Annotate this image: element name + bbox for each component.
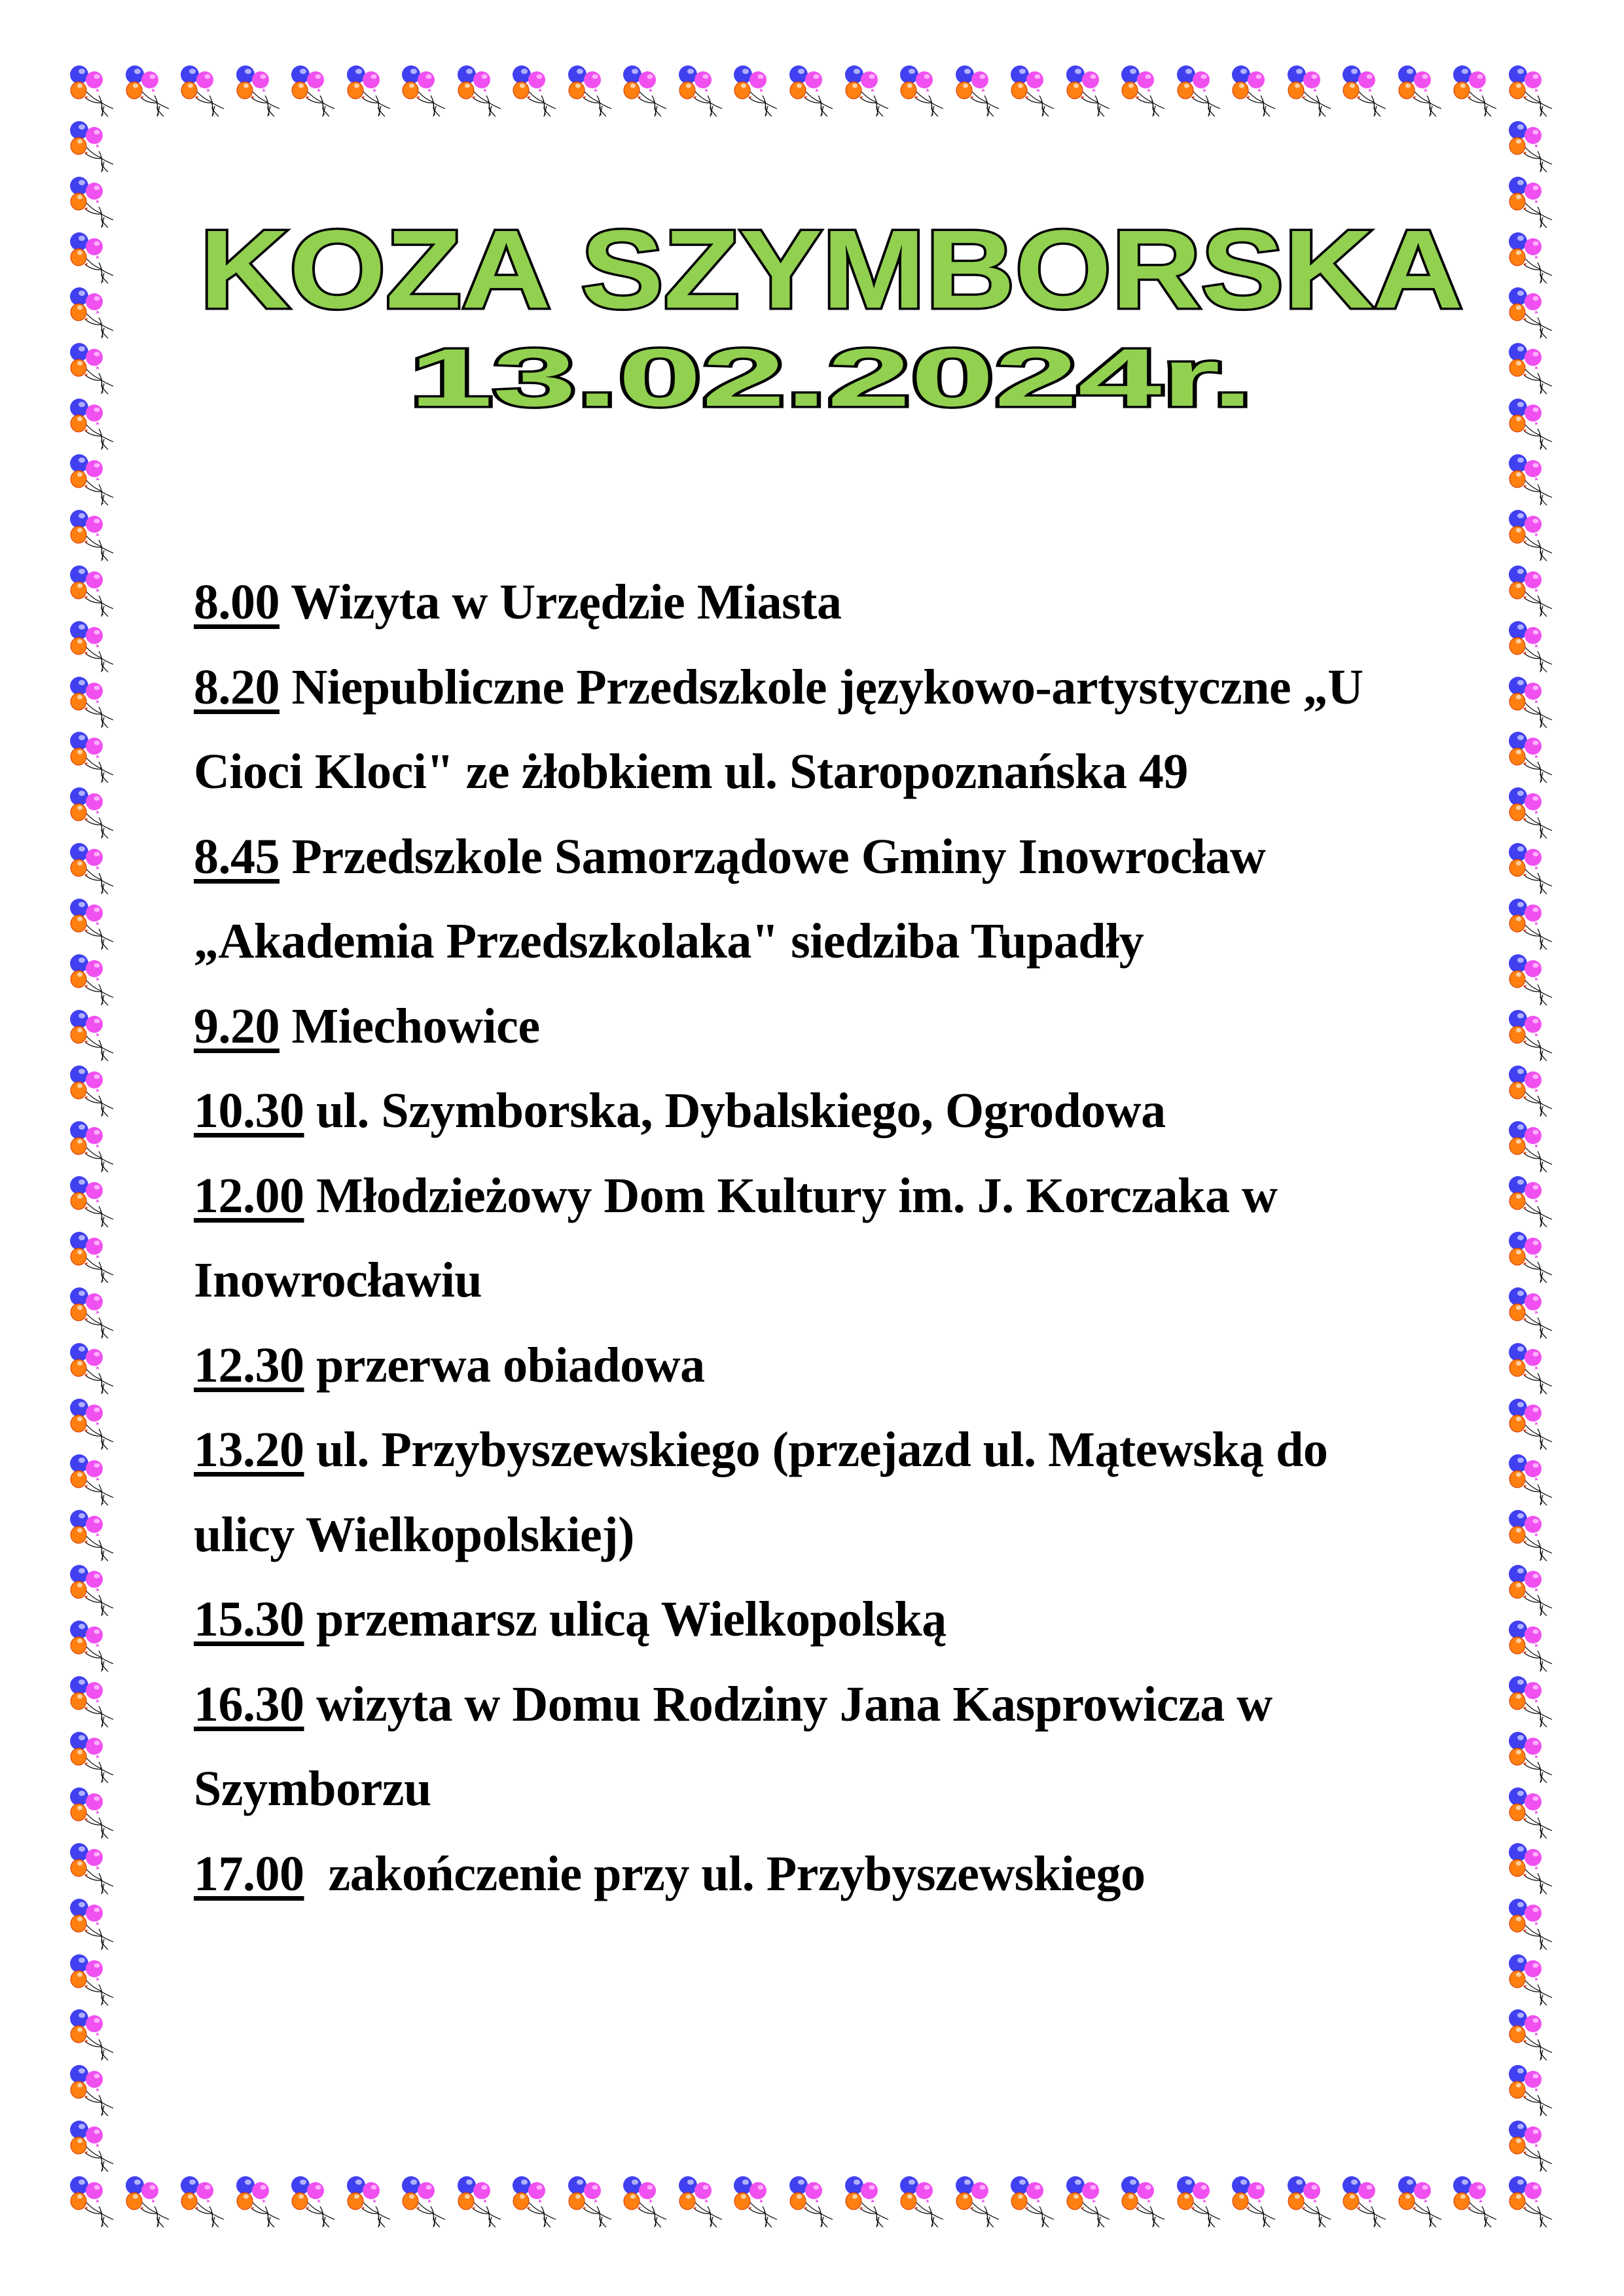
balloon-bunch-icon [953, 65, 1008, 120]
balloon-bunch-icon [1451, 65, 1506, 120]
balloon-bunch-icon [510, 2176, 565, 2231]
title-graphic [183, 196, 1479, 432]
balloon-bunch-icon [1506, 899, 1561, 954]
balloon-bunch-icon [67, 1287, 122, 1342]
schedule-description-continuation: Cioci Kloci" ze żłobkiem ul. Staropoznańska 49 [194, 744, 1188, 799]
schedule-description: ul. Szymborska, Dybalskiego, Ogrodowa [304, 1083, 1166, 1138]
balloon-bunch-icon [787, 65, 842, 120]
schedule-item [194, 1154, 1437, 1239]
schedule-time: 9.20 [194, 998, 280, 1054]
balloon-bunch-icon [67, 1121, 122, 1176]
balloon-bunch-icon [1506, 399, 1561, 454]
balloon-bunch-icon [67, 732, 122, 787]
title-line-1: KOZA SZYMBORSKA [200, 207, 1463, 332]
balloon-bunch-icon [1506, 2121, 1561, 2176]
balloon-bunch-icon [1506, 1176, 1561, 1231]
balloon-bunch-icon [455, 65, 510, 120]
balloon-bunch-icon [67, 2065, 122, 2120]
balloon-bunch-icon [1506, 510, 1561, 565]
balloon-bunch-icon [1506, 1787, 1561, 1842]
balloon-bunch-icon [1506, 621, 1561, 676]
balloon-bunch-icon [67, 677, 122, 732]
balloon-bunch-icon [1506, 565, 1561, 620]
balloon-bunch-icon [1506, 1899, 1561, 1954]
balloon-bunch-icon [67, 621, 122, 676]
balloon-bunch-icon [842, 2176, 897, 2231]
balloon-bunch-icon [67, 232, 122, 287]
schedule-item [194, 1662, 1437, 1748]
balloon-bunch-icon [289, 65, 344, 120]
balloon-bunch-icon [67, 1676, 122, 1731]
balloon-bunch-icon [1506, 1454, 1561, 1509]
schedule-item [194, 1069, 1437, 1154]
schedule-item [194, 560, 1437, 645]
balloon-bunch-icon [1506, 732, 1561, 787]
balloon-bunch-icon [1506, 1010, 1561, 1065]
balloon-bunch-icon [1506, 232, 1561, 287]
balloon-bunch-icon [1506, 454, 1561, 509]
schedule-time: 15.30 [194, 1592, 304, 1647]
balloon-bunch-icon [731, 65, 786, 120]
balloon-bunch-icon [67, 954, 122, 1009]
balloon-bunch-icon [67, 1621, 122, 1676]
balloon-bunch-icon [67, 1954, 122, 2009]
balloon-bunch-icon [67, 343, 122, 398]
balloon-bunch-icon [1506, 2065, 1561, 2120]
balloon-bunch-icon [1008, 2176, 1063, 2231]
balloon-bunch-icon [67, 1510, 122, 1565]
balloon-bunch-icon [1119, 2176, 1174, 2231]
schedule-item [194, 1323, 1437, 1408]
schedule-description: Wizyta w Urzędzie Miasta [280, 575, 842, 630]
schedule-time: 8.00 [194, 575, 280, 630]
balloon-bunch-icon [1451, 2176, 1506, 2231]
schedule-time: 12.30 [194, 1337, 304, 1393]
schedule-description: zakończenie przy ul. Przybyszewskiego [304, 1846, 1146, 1901]
balloon-bunch-icon [1506, 1732, 1561, 1787]
balloon-bunch-icon [123, 2176, 178, 2231]
schedule-item [194, 1577, 1437, 1662]
schedule-description-continuation: „Akademia Przedszkolaka" siedziba Tupadły [194, 914, 1144, 969]
balloon-bunch-icon [787, 2176, 842, 2231]
schedule-time: 10.30 [194, 1083, 304, 1138]
balloon-bunch-icon [67, 65, 122, 120]
balloon-bunch-icon [67, 1343, 122, 1398]
schedule-description: przemarsz ulicą Wielkopolską [304, 1592, 947, 1647]
balloon-bunch-icon [1340, 2176, 1395, 2231]
balloon-bunch-icon [897, 2176, 952, 2231]
balloon-bunch-icon [234, 2176, 289, 2231]
balloon-bunch-icon [1506, 1232, 1561, 1287]
schedule-description: Miechowice [280, 998, 540, 1054]
balloon-bunch-icon [399, 65, 454, 120]
balloon-bunch-icon [1229, 65, 1284, 120]
balloon-bunch-icon [67, 454, 122, 509]
balloon-bunch-icon [953, 2176, 1008, 2231]
balloon-bunch-icon [1506, 1066, 1561, 1121]
schedule-description: przerwa obiadowa [304, 1337, 705, 1393]
schedule-description-continuation: Inowrocławiu [194, 1253, 482, 1308]
balloon-bunch-icon [67, 1565, 122, 1620]
balloon-bunch-icon [676, 65, 731, 120]
balloon-bunch-icon [67, 2176, 122, 2231]
balloon-bunch-icon [1174, 65, 1229, 120]
balloon-bunch-icon [1396, 65, 1451, 120]
schedule-description: wizyta w Domu Rodziny Jana Kasprowicza w [304, 1676, 1272, 1732]
balloon-bunch-icon [1506, 843, 1561, 898]
balloon-bunch-icon [1285, 65, 1340, 120]
balloon-bunch-icon [1506, 1343, 1561, 1398]
balloon-bunch-icon [1506, 1843, 1561, 1898]
schedule-description-continuation: ulicy Wielkopolskiej) [194, 1507, 634, 1562]
balloon-bunch-icon [67, 1454, 122, 1509]
balloon-bunch-icon [67, 287, 122, 342]
balloon-bunch-icon [1506, 287, 1561, 342]
schedule-item [194, 1832, 1437, 1917]
balloon-bunch-icon [1506, 121, 1561, 176]
balloon-bunch-icon [1064, 2176, 1119, 2231]
schedule-time: 12.00 [194, 1168, 304, 1223]
balloon-bunch-icon [67, 1232, 122, 1287]
schedule-description: Niepubliczne Przedszkole językowo-artystyczne „U [280, 659, 1363, 715]
schedule-item [194, 984, 1437, 1069]
balloon-bunch-icon [897, 65, 952, 120]
schedule-time: 8.20 [194, 659, 280, 715]
balloon-bunch-icon [1396, 2176, 1451, 2231]
schedule-list [194, 560, 1437, 1916]
balloon-bunch-icon [621, 2176, 676, 2231]
schedule-item [194, 1408, 1437, 1493]
balloon-bunch-icon [67, 177, 122, 232]
balloon-bunch-icon [1064, 65, 1119, 120]
schedule-time: 17.00 [194, 1846, 304, 1901]
balloon-bunch-icon [67, 399, 122, 454]
balloon-bunch-icon [344, 65, 399, 120]
schedule-item [194, 645, 1437, 730]
schedule-time: 13.20 [194, 1422, 304, 1477]
balloon-bunch-icon [67, 1732, 122, 1787]
balloon-bunch-icon [178, 2176, 233, 2231]
balloon-bunch-icon [1506, 954, 1561, 1009]
balloon-bunch-icon [67, 510, 122, 565]
balloon-bunch-icon [1506, 1954, 1561, 2009]
balloon-bunch-icon [67, 787, 122, 842]
balloon-bunch-icon [1506, 2176, 1561, 2231]
balloon-bunch-icon [1506, 787, 1561, 842]
balloon-bunch-icon [67, 1843, 122, 1898]
balloon-bunch-icon [67, 2009, 122, 2064]
balloon-bunch-icon [1119, 65, 1174, 120]
balloon-bunch-icon [842, 65, 897, 120]
balloon-bunch-icon [676, 2176, 731, 2231]
balloon-bunch-icon [234, 65, 289, 120]
balloon-bunch-icon [178, 65, 233, 120]
balloon-bunch-icon [1506, 1287, 1561, 1342]
balloon-bunch-icon [1174, 2176, 1229, 2231]
balloon-bunch-icon [67, 1399, 122, 1454]
balloon-bunch-icon [1506, 65, 1561, 120]
balloon-bunch-icon [67, 899, 122, 954]
balloon-bunch-icon [1506, 1399, 1561, 1454]
balloon-bunch-icon [67, 121, 122, 176]
balloon-bunch-icon [344, 2176, 399, 2231]
balloon-bunch-icon [1340, 65, 1395, 120]
balloon-bunch-icon [455, 2176, 510, 2231]
balloon-bunch-icon [123, 65, 178, 120]
balloon-bunch-icon [1506, 177, 1561, 232]
balloon-bunch-icon [289, 2176, 344, 2231]
schedule-time: 8.45 [194, 829, 280, 884]
balloon-bunch-icon [1506, 1621, 1561, 1676]
balloon-bunch-icon [67, 565, 122, 620]
balloon-bunch-icon [67, 1787, 122, 1842]
balloon-bunch-icon [1506, 677, 1561, 732]
title-wordart [183, 196, 1479, 432]
balloon-bunch-icon [1506, 1676, 1561, 1731]
balloon-bunch-icon [1506, 1565, 1561, 1620]
schedule-description: Młodzieżowy Dom Kultury im. J. Korczaka w [304, 1168, 1278, 1223]
title-line-2-date: 13.02.2024r. [409, 332, 1254, 423]
balloon-bunch-icon [67, 1066, 122, 1121]
balloon-bunch-icon [510, 65, 565, 120]
schedule-item [194, 815, 1437, 900]
schedule-description: Przedszkole Samorządowe Gminy Inowrocław [280, 829, 1266, 884]
schedule-description-continuation: Szymborzu [194, 1761, 431, 1816]
balloon-bunch-icon [399, 2176, 454, 2231]
balloon-bunch-icon [1008, 65, 1063, 120]
balloon-bunch-icon [1285, 2176, 1340, 2231]
balloon-bunch-icon [67, 1010, 122, 1065]
balloon-bunch-icon [1506, 343, 1561, 398]
balloon-bunch-icon [566, 2176, 621, 2231]
balloon-bunch-icon [1506, 1121, 1561, 1176]
balloon-bunch-icon [67, 1176, 122, 1231]
schedule-time: 16.30 [194, 1676, 304, 1732]
balloon-bunch-icon [1506, 2009, 1561, 2064]
balloon-bunch-icon [1506, 1510, 1561, 1565]
balloon-bunch-icon [67, 843, 122, 898]
balloon-bunch-icon [67, 2121, 122, 2176]
balloon-bunch-icon [566, 65, 621, 120]
balloon-bunch-icon [67, 1899, 122, 1954]
balloon-bunch-icon [1229, 2176, 1284, 2231]
balloon-bunch-icon [731, 2176, 786, 2231]
schedule-description: ul. Przybyszewskiego (przejazd ul. Mątewską do [304, 1422, 1328, 1477]
balloon-bunch-icon [621, 65, 676, 120]
